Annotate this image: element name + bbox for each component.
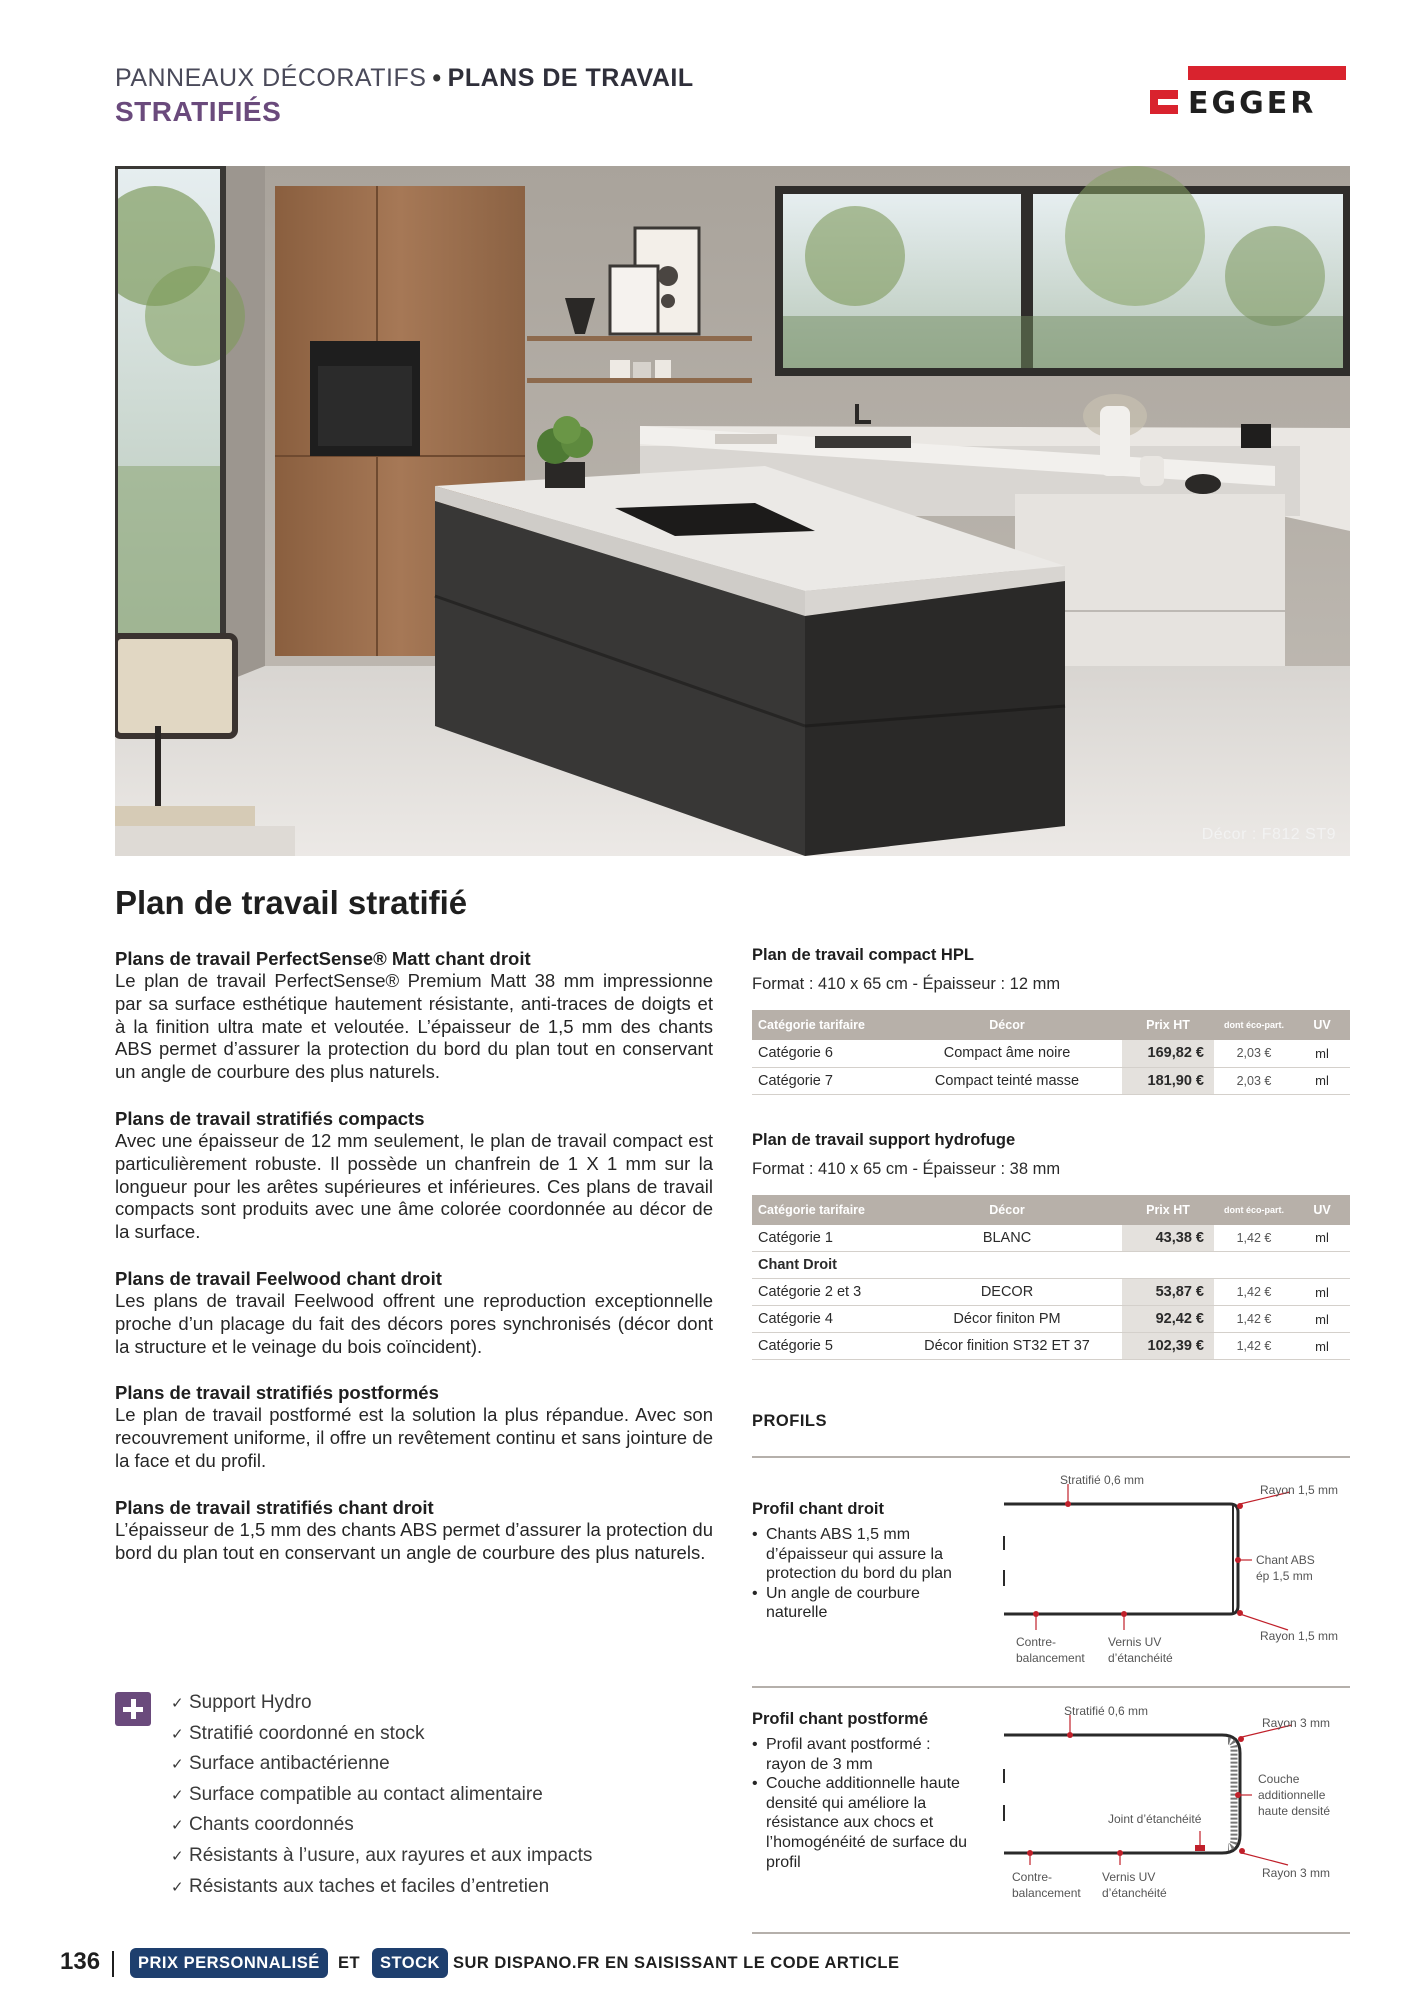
page-footer: [60, 1944, 1360, 1982]
label-rayon-top: Rayon 3 mm: [1262, 1716, 1331, 1730]
benefit-item: ✓ Résistants à l’usure, aux rayures et aux impacts: [171, 1841, 731, 1872]
label-vernis-1: Vernis UV: [1108, 1635, 1162, 1649]
page-number: 136: [60, 1948, 101, 1975]
cell-uv: ml: [1294, 1333, 1350, 1360]
hydro-price-table: [752, 1195, 1350, 1361]
cell-decor: Décor finiton PM: [892, 1306, 1122, 1333]
label-rayon-bottom: Rayon 1,5 mm: [1260, 1629, 1339, 1643]
block-text: Avec une épaisseur de 12 mm seulement, le plan de travail compact est particulièrement robuste. Il possède un chanfrein de 1 X 1 mm sur la longueur pour les arêtes supérieures et inférieures. Ces plans de travail compacts sont produits avec une âme colorée coordonnée au décor de la surface.: [115, 1129, 713, 1243]
footer-divider: [112, 1951, 114, 1977]
compact-table-format: Format : 410 x 65 cm - Épaisseur : 12 mm: [752, 975, 1061, 993]
profile-postformed-text: [752, 1710, 972, 1872]
table-header-row: [752, 1195, 1350, 1225]
check-icon: ✓: [171, 1877, 184, 1896]
label-rayon-top: Rayon 1,5 mm: [1260, 1483, 1339, 1497]
divider: [752, 1686, 1350, 1688]
label-chant-1: Chant ABS: [1256, 1553, 1315, 1567]
list-item: • Couche additionnelle haute densité qui améliore la résistance aux chocs et l’homogénéité de surface du profil: [752, 1774, 972, 1872]
cell-eco: 1,42 €: [1214, 1333, 1294, 1360]
header-breadcrumb: [115, 64, 694, 93]
table-row: [752, 1067, 1350, 1094]
cell-uv: ml: [1294, 1040, 1350, 1067]
description-column: [115, 948, 713, 1588]
block-heading: Plans de travail Feelwood chant droit: [115, 1267, 442, 1289]
cell-uv: ml: [1294, 1067, 1350, 1094]
check-icon: ✓: [171, 1846, 184, 1865]
profile-straight-text: [752, 1500, 972, 1623]
check-icon: ✓: [171, 1755, 184, 1774]
label-contre-1: Contre-: [1016, 1635, 1057, 1649]
logo-text: EGGER: [1188, 86, 1317, 121]
header-eco: dont éco-part.: [1214, 1195, 1294, 1225]
footer-text: SUR DISPANO.FR EN SAISISSANT LE CODE ARTICLE: [453, 1954, 900, 1972]
header-section: STRATIFIÉS: [115, 96, 282, 127]
cell-subheader: Chant Droit: [752, 1252, 1350, 1279]
profile-heading: Profil chant postformé: [752, 1710, 929, 1728]
block-heading: Plans de travail stratifiés chant droit: [115, 1496, 434, 1518]
header-subcategory: PLANS DE TRAVAIL: [447, 64, 694, 92]
cell-eco: 1,42 €: [1214, 1279, 1294, 1306]
block-postformes: [115, 1382, 713, 1472]
benefits-list: [171, 1688, 731, 1902]
label-rayon-bottom: Rayon 3 mm: [1262, 1866, 1331, 1880]
block-perfectsense: [115, 948, 713, 1084]
header-decor: Décor: [892, 1195, 1122, 1225]
block-feelwood: [115, 1268, 713, 1358]
block-heading: Plans de travail stratifiés compacts: [115, 1107, 425, 1129]
benefit-item: ✓ Surface antibactérienne: [171, 1749, 731, 1780]
cell-category: Catégorie 4: [752, 1306, 892, 1333]
profile-bullets: [752, 1525, 972, 1623]
profile-heading: Profil chant droit: [752, 1500, 884, 1518]
cell-category: Catégorie 7: [752, 1067, 892, 1094]
compact-table-title: Plan de travail compact HPL: [752, 946, 974, 964]
label-joint: Joint d’étanchéité: [1108, 1812, 1202, 1826]
hero-kitchen-image: [115, 166, 1350, 856]
divider: [752, 1456, 1350, 1458]
hydro-table-title: Plan de travail support hydrofuge: [752, 1130, 1016, 1149]
header-price: Prix HT: [1122, 1010, 1214, 1040]
table-row: [752, 1225, 1350, 1252]
logo-mark-icon: [1150, 90, 1178, 114]
list-item: • Profil avant postformé : rayon de 3 mm: [752, 1735, 972, 1774]
kitchen-illustration: [115, 166, 1350, 856]
cell-price: 43,38 €: [1122, 1225, 1214, 1252]
block-heading: Plans de travail PerfectSense® Matt chant droit: [115, 948, 531, 969]
cell-decor: Décor finition ST32 ET 37: [892, 1333, 1122, 1360]
benefit-item: ✓ Stratifié coordonné en stock: [171, 1719, 731, 1750]
divider: [752, 1932, 1350, 1934]
label-contre-1: Contre-: [1012, 1870, 1053, 1884]
postformed-edge-profile-diagram: [990, 1705, 1350, 1905]
hydro-table-format: Format : 410 x 65 cm - Épaisseur : 38 mm: [752, 1159, 1061, 1178]
footer-and: ET: [338, 1954, 361, 1972]
benefit-item: ✓ Résistants aux taches et faciles d’entretien: [171, 1872, 731, 1903]
check-icon: ✓: [171, 1785, 184, 1804]
check-icon: ✓: [171, 1816, 184, 1835]
label-stratifie: Stratifié 0,6 mm: [1064, 1705, 1149, 1718]
block-text: Le plan de travail PerfectSense® Premium Matt 38 mm impressionne par sa surface esthétique hautement résistante, anti-traces de doigts et à la finition ultra mate et veloutée. L’épaisseur de 1,5 mm des chants ABS permet d’assurer la protection du bord du plan tout en conservant un angle de courbure des plus naturels.: [115, 970, 713, 1083]
cell-price: 92,42 €: [1122, 1306, 1214, 1333]
cell-price: 53,87 €: [1122, 1279, 1214, 1306]
check-icon: ✓: [171, 1694, 184, 1712]
cell-uv: ml: [1294, 1225, 1350, 1252]
header-separator: •: [432, 64, 442, 92]
plus-icon: [115, 1692, 151, 1726]
table-row: [752, 1333, 1350, 1360]
block-compacts: [115, 1108, 713, 1244]
cell-decor: BLANC: [892, 1225, 1122, 1252]
hero-caption: Décor : F812 ST9: [1201, 826, 1336, 843]
logo-bar: [1188, 66, 1346, 80]
label-vernis-2: d’étanchéité: [1102, 1886, 1167, 1900]
cell-decor: Compact teinté masse: [892, 1067, 1122, 1094]
cell-category: Catégorie 6: [752, 1040, 892, 1067]
cell-eco: 1,42 €: [1214, 1306, 1294, 1333]
label-vernis-2: d’étanchéité: [1108, 1651, 1173, 1665]
list-item: • Un angle de courbure naturelle: [752, 1584, 972, 1623]
cell-decor: Compact âme noire: [892, 1040, 1122, 1067]
block-text: Le plan de travail postformé est la solution la plus répandue. Avec son recouvrement uniforme, il offre un revêtement continu et sans jointure de la face et du profil.: [115, 1404, 713, 1471]
benefit-item: ✓ Surface compatible au contact alimentaire: [171, 1780, 731, 1811]
cell-price: 169,82 €: [1122, 1040, 1214, 1067]
block-text: Les plans de travail Feelwood offrent une reproduction exceptionnelle proche d’un placage du fait des décors pores synchronisés (décor dont la structure et le veinage du bois coïncident).: [115, 1289, 713, 1357]
cell-decor: DECOR: [892, 1279, 1122, 1306]
header-eco: dont éco-part.: [1214, 1010, 1294, 1040]
label-vernis-1: Vernis UV: [1102, 1870, 1156, 1884]
header-uv: UV: [1294, 1010, 1350, 1040]
check-icon: ✓: [171, 1724, 184, 1743]
pill-stock: STOCK: [372, 1948, 448, 1978]
block-chant-droit: [115, 1497, 713, 1565]
benefit-item: ✓ Support Hydro: [171, 1688, 731, 1719]
label-couche-2: additionnelle: [1258, 1788, 1326, 1802]
header-price: Prix HT: [1122, 1195, 1214, 1225]
table-row: [752, 1279, 1350, 1306]
cell-eco: 2,03 €: [1214, 1040, 1294, 1067]
header-category: Catégorie tarifaire: [752, 1195, 892, 1225]
header-category: PANNEAUX DÉCORATIFS: [115, 64, 427, 92]
cell-category: Catégorie 2 et 3: [752, 1279, 892, 1306]
profile-bullets: [752, 1735, 972, 1872]
label-chant-2: ép 1,5 mm: [1256, 1569, 1313, 1583]
cell-price: 181,90 €: [1122, 1067, 1214, 1094]
cell-uv: ml: [1294, 1306, 1350, 1333]
egger-logo: [1150, 66, 1346, 121]
profils-title: PROFILS: [752, 1412, 828, 1430]
table-header-row: [752, 1010, 1350, 1040]
label-stratifie: Stratifié 0,6 mm: [1060, 1473, 1145, 1487]
cell-category: Catégorie 5: [752, 1333, 892, 1360]
cell-eco: 1,42 €: [1214, 1225, 1294, 1252]
label-contre-2: balancement: [1012, 1886, 1081, 1900]
section-title: Plan de travail stratifié: [115, 884, 468, 921]
cell-eco: 2,03 €: [1214, 1067, 1294, 1094]
table-subheader-row: [752, 1252, 1350, 1279]
pricing-column: [752, 946, 1350, 1360]
pill-prix-personnalise: PRIX PERSONNALISÉ: [130, 1948, 328, 1978]
list-item: • Chants ABS 1,5 mm d’épaisseur qui assure la protection du bord du plan: [752, 1525, 972, 1584]
block-heading: Plans de travail stratifiés postformés: [115, 1382, 439, 1404]
table-row: [752, 1306, 1350, 1333]
label-contre-2: balancement: [1016, 1651, 1085, 1665]
block-text: L’épaisseur de 1,5 mm des chants ABS permet d’assurer la protection du bord du plan tout en conservant un angle de courbure des plus naturels.: [115, 1518, 713, 1563]
cell-uv: ml: [1294, 1279, 1350, 1306]
header-decor: Décor: [892, 1010, 1122, 1040]
label-couche-1: Couche: [1258, 1772, 1300, 1786]
straight-edge-profile-diagram: [990, 1470, 1350, 1670]
cell-price: 102,39 €: [1122, 1333, 1214, 1360]
compact-price-table: [752, 1010, 1350, 1095]
header-uv: UV: [1294, 1195, 1350, 1225]
label-couche-3: haute densité: [1258, 1804, 1331, 1818]
header-category: Catégorie tarifaire: [752, 1010, 892, 1040]
table-row: [752, 1040, 1350, 1067]
cell-category: Catégorie 1: [752, 1225, 892, 1252]
benefit-item: ✓ Chants coordonnés: [171, 1810, 731, 1841]
